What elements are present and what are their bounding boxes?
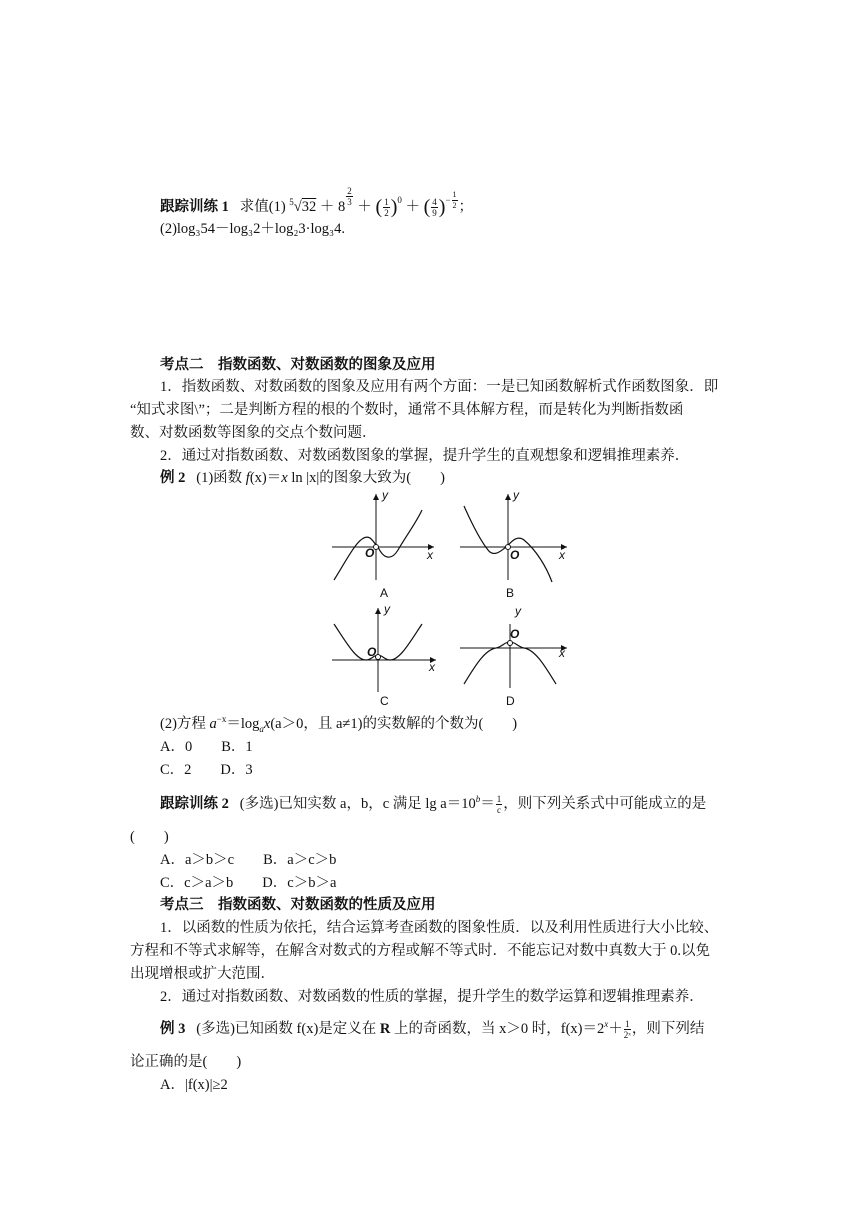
- section2-p1-line3: 数、对数函数等图象的交点个数问题．: [130, 425, 377, 441]
- train2-pre: (多选)已知实数 a，b，c 满足 lg a＝10: [239, 796, 476, 812]
- graph-b-svg: [456, 488, 571, 598]
- plus-sign: ＋: [319, 199, 335, 215]
- ex2-options-row1: A．0 B．1: [160, 739, 253, 755]
- train2-paren: ( ): [130, 829, 169, 845]
- graph-b-label: B: [506, 586, 515, 600]
- semicolon: ；: [458, 199, 474, 215]
- ex2-q1-f: f: [245, 470, 250, 486]
- root-radicand: 32: [301, 199, 317, 215]
- graph-c-o: O: [367, 645, 377, 659]
- graph-b-x: x: [559, 548, 565, 562]
- ex2-q2: [160, 713, 517, 735]
- exponent-two-thirds: $\frac{2}{3}$: [347, 186, 352, 207]
- ex2-q1-post: ln |x|的图象大致为( ): [287, 470, 445, 486]
- graph-a-svg: [328, 488, 438, 598]
- ex3-plus: ＋: [608, 1021, 623, 1037]
- section3-p1-line1: 1．以函数的性质为依托，结合运算考查函数的图象性质．以及利用性质进行大小比较、: [160, 920, 719, 936]
- train2-fraction: $\frac{1}{c}$: [496, 794, 502, 816]
- radical-sign-icon: √: [293, 199, 302, 215]
- graph-c-x: x: [429, 660, 435, 674]
- base-eight: 8: [338, 199, 346, 215]
- section3-title: 考点三 指数函数、对数函数的性质及应用: [160, 897, 436, 913]
- train2-line1: [160, 793, 706, 815]
- graph-d[interactable]: [456, 624, 571, 694]
- section2-p1-line2: “知式求图\”；二是判断方程的根的个数时，通常不具体解方程，而是转化为判断指数函: [130, 402, 684, 418]
- ex2-q1-pre: (1)函数: [196, 470, 246, 486]
- ex2-q2-pre: (2)方程: [160, 716, 210, 732]
- graph-c[interactable]: [328, 602, 440, 702]
- train1-part2: (2)log₃54－log₃2＋log₂3·log₃4.: [160, 221, 345, 237]
- ex3-pre: (多选)已知函数 f(x)是定义在: [196, 1021, 380, 1037]
- ex3-real-set: R: [379, 1021, 391, 1037]
- graph-a-label: A: [380, 586, 389, 600]
- fraction-four-ninths: $\frac{4}{9}$: [432, 197, 437, 219]
- ex3-line1: [160, 1018, 704, 1040]
- graph-b[interactable]: [456, 488, 571, 598]
- graph-b-o: O: [510, 548, 520, 562]
- ex3-line2: 论正确的是( ): [130, 1054, 242, 1070]
- ex2-q2-mid: ＝log: [226, 716, 260, 732]
- train2-options-row2: C．c＞a＞b D．c＞b＞a: [160, 875, 337, 891]
- section2-p1-line1: 1．指数函数、对数函数的图象及应用有两个方面：一是已知函数解析式作函数图象．即: [160, 379, 719, 395]
- train2-eq: ＝: [480, 796, 495, 812]
- section2-title: 考点二 指数函数、对数函数的图象及应用: [160, 357, 436, 373]
- graph-d-y: y: [515, 604, 521, 618]
- zero-exponent: 0: [397, 195, 402, 205]
- graph-d-label: D: [506, 694, 515, 708]
- train2-label: 跟踪训练 2: [160, 796, 229, 812]
- graph-a[interactable]: [328, 488, 438, 598]
- ex2-q2-x: x: [263, 716, 271, 732]
- graph-b-y: y: [513, 488, 519, 502]
- plus-sign: ＋: [357, 199, 372, 215]
- plus-sign: ＋: [405, 199, 420, 215]
- graph-c-svg: [328, 602, 440, 702]
- ex2-q1-mid: (x)＝: [249, 470, 282, 486]
- train2-sup: b: [475, 794, 481, 805]
- train2-options-row1: A．a＞b＞c B．a＞c＞b: [160, 852, 337, 868]
- train1-line1: 跟踪训练 1 求值(1) $^5$√32 ＋ 8 $\frac{2}{3}$ ＋ ( $\frac{1}{2}$ )$^0$ ＋ ( $\frac{4}{9}$ )$^{- \frac{1}{2}}$ ；: [160, 186, 474, 219]
- graph-c-y: y: [384, 602, 390, 616]
- neg-exponent: − 1 2: [445, 190, 457, 211]
- ex3-fraction: $\frac{1}{\text{2ˣ}}$: [623, 1019, 631, 1041]
- root-index: 5: [289, 197, 294, 208]
- ex2-q1: [160, 467, 445, 489]
- ex2-options-row2: C．2 D．3: [160, 762, 253, 778]
- section2-p2: 2．通过对指数函数、对数函数图象的掌握，提升学生的直观想象和逻辑推理素养．: [160, 448, 690, 464]
- graph-a-x: x: [427, 548, 433, 562]
- train1-intro: 求值(1): [239, 199, 286, 215]
- train2-post: ，则下列关系式中可能成立的是: [503, 796, 707, 812]
- ex2-q2-sup: −x: [216, 714, 227, 725]
- graph-c-label: C: [380, 694, 389, 708]
- section3-p1-line3: 出现增根或扩大范围．: [130, 966, 275, 982]
- graph-d-o: O: [510, 627, 520, 641]
- ex2-q2-sub: a: [259, 723, 264, 734]
- graph-a-o: O: [365, 546, 375, 560]
- ex2-q2-a: a: [209, 716, 217, 732]
- graph-a-y: y: [382, 488, 388, 502]
- ex3-label: 例 3: [160, 1021, 186, 1037]
- ex2-label: 例 2: [160, 470, 186, 486]
- train1-label: 跟踪训练 1: [160, 199, 229, 215]
- ex3-mid: 上的奇函数，当 x＞0 时，f(x)＝2: [390, 1021, 605, 1037]
- ex2-q1-x: x: [281, 470, 288, 486]
- ex3-sup: x: [604, 1019, 609, 1030]
- ex3-post: ，则下列结: [631, 1021, 705, 1037]
- section3-p2: 2．通过对指数函数、对数函数的性质的掌握，提升学生的数学运算和逻辑推理素养．: [160, 989, 704, 1005]
- section3-p1-line2: 方程和不等式求解等，在解含对数式的方程或解不等式时．不能忘记对数中真数大于 0.以免: [130, 943, 710, 959]
- graph-d-x: x: [559, 646, 565, 660]
- ex3-option-a: A．|f(x)|≥2: [160, 1077, 228, 1093]
- fraction-one-half: $\frac{1}{2}$: [384, 197, 389, 219]
- ex2-q2-post: (a＞0，且 a≠1)的实数解的个数为( ): [270, 716, 518, 732]
